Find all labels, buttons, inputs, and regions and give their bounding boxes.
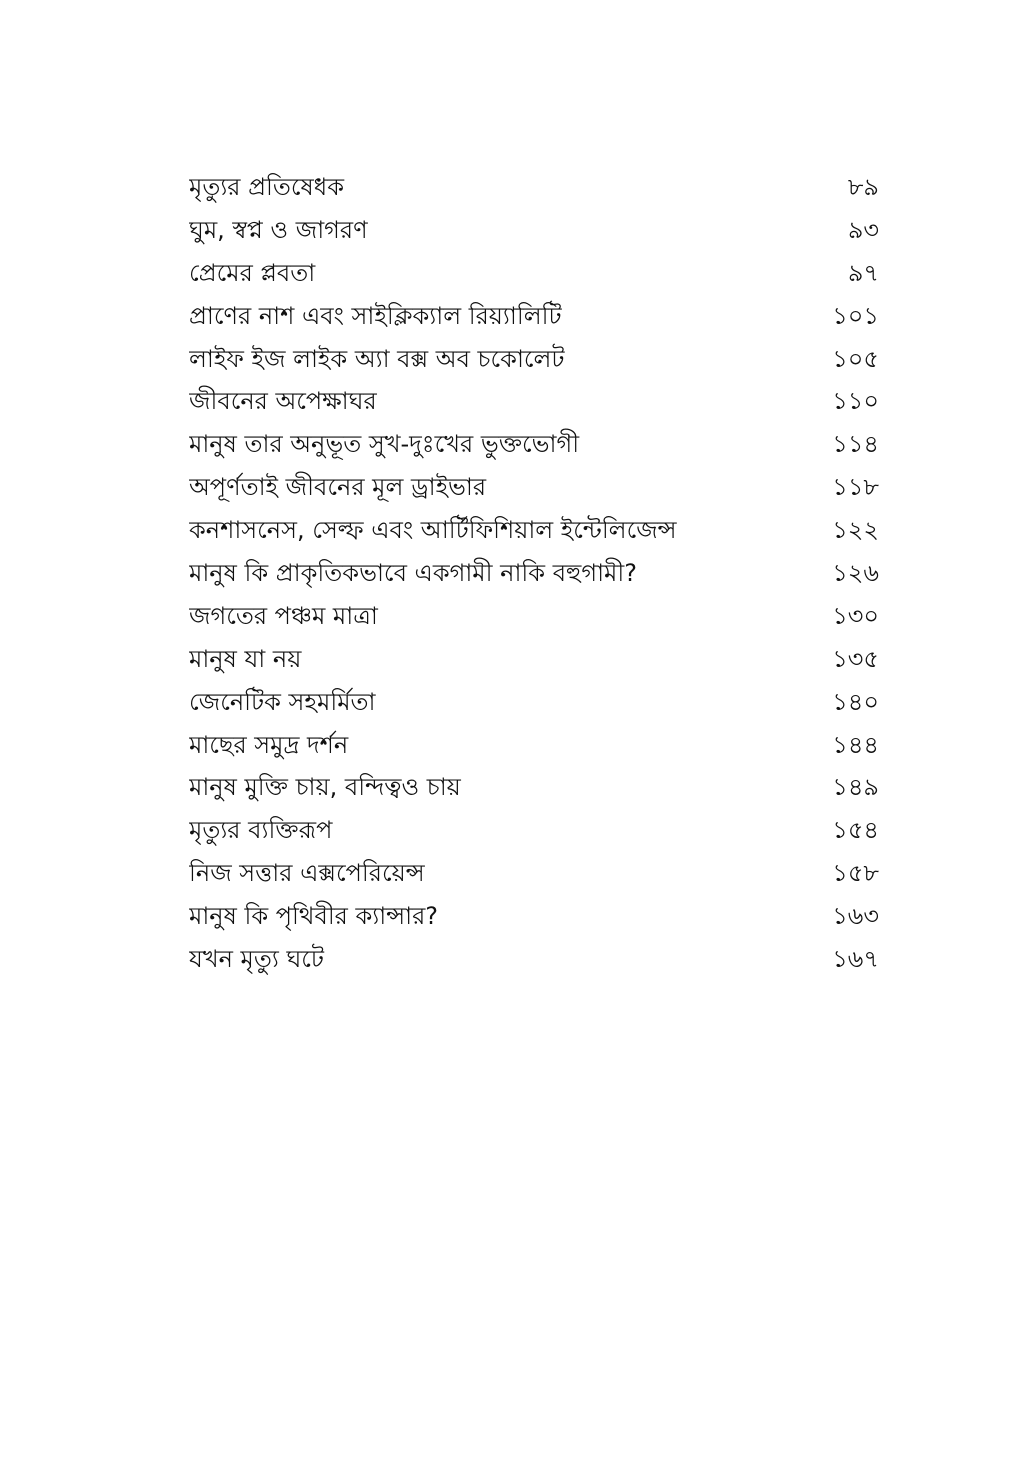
toc-entry-title: মৃত্যুর প্রতিষেধক (189, 173, 345, 201)
toc-entry-page: ৮৯ (847, 173, 879, 201)
toc-entry-title: অপূর্ণতাই জীবনের মূল ড্রাইভার (189, 473, 487, 502)
toc-entry-title: জগতের পঞ্চম মাত্রা (189, 601, 378, 630)
toc-entry-title: যখন মৃত্যু ঘটে (189, 945, 325, 974)
toc-entry-page: ১১৪ (832, 430, 879, 459)
toc-entry-page: ১৩০ (832, 601, 879, 630)
toc-entry-title: প্রাণের নাশ এবং সাইক্লিক্যাল রিয়্যালিটি (189, 301, 562, 330)
toc-entry (189, 209, 879, 252)
toc-entry-title: মানুষ মুক্তি চায়, বন্দিত্বও চায় (189, 773, 461, 802)
toc-entry-title: কনশাসনেস, সেল্ফ এবং আর্টিফিশিয়াল ইন্টেলিজেন্স (189, 516, 677, 545)
toc-entry-page: ১৬৩ (832, 902, 879, 931)
toc-entry-page: ৯৩ (847, 215, 879, 244)
toc-entry-title: মানুষ কি পৃথিবীর ক্যান্সার? (189, 902, 439, 931)
toc-entry (189, 466, 879, 509)
toc-entry-title: নিজ সত্তার এক্সপেরিয়েন্স (189, 859, 425, 888)
toc-entry-page: ১১৮ (832, 473, 879, 502)
toc-entry (189, 938, 879, 981)
toc-entry (189, 724, 879, 767)
toc-entry (189, 895, 879, 938)
toc-entry (189, 338, 879, 381)
toc-entry (189, 766, 879, 809)
toc-entry-page: ১৬৭ (832, 945, 879, 974)
toc-entry (189, 638, 879, 681)
toc-entry (189, 295, 879, 338)
toc-entry-title: প্রেমের প্লবতা (189, 258, 316, 287)
toc-entry-page: ১৫৮ (832, 859, 879, 888)
toc-entry (189, 552, 879, 595)
toc-entry-title: মাছের সমুদ্র দর্শন (189, 730, 349, 759)
table-of-contents (189, 166, 879, 981)
toc-entry-title: মানুষ যা নয় (189, 644, 302, 673)
toc-entry-page: ১৩৫ (832, 644, 879, 673)
toc-entry-title: জেনেটিক সহমর্মিতা (189, 687, 376, 716)
toc-entry (189, 681, 879, 724)
toc-entry-page: ১৪৯ (832, 773, 879, 802)
toc-entry-page: ১০৫ (832, 344, 879, 373)
toc-entry (189, 252, 879, 295)
toc-entry (189, 852, 879, 895)
toc-entry (189, 509, 879, 552)
toc-entry-page: ১২২ (832, 516, 879, 545)
toc-entry (189, 595, 879, 638)
toc-entry (189, 423, 879, 466)
toc-entry-page: ৯৭ (847, 258, 879, 287)
toc-entry-page: ১৪০ (832, 687, 879, 716)
toc-entry-title: ঘুম, স্বপ্ন ও জাগরণ (189, 215, 368, 244)
toc-entry-title: মৃত্যুর ব্যক্তিরূপ (189, 816, 333, 845)
toc-entry (189, 809, 879, 852)
toc-entry-page: ১৫৪ (832, 816, 879, 845)
toc-entry (189, 166, 879, 209)
toc-entry-page: ১৪৪ (832, 730, 879, 759)
toc-entry-page: ১২৬ (832, 559, 879, 588)
toc-entry-page: ১১০ (832, 387, 879, 416)
toc-entry-title: মানুষ তার অনুভূত সুখ-দুঃখের ভুক্তভোগী (189, 430, 580, 459)
toc-entry-page: ১০১ (832, 301, 879, 330)
toc-entry-title: লাইফ ইজ লাইক অ্যা বক্স অব চকোলেট (189, 344, 565, 373)
toc-entry-title: জীবনের অপেক্ষাঘর (189, 387, 377, 416)
toc-entry-title: মানুষ কি প্রাকৃতিকভাবে একগামী নাকি বহুগামী? (189, 559, 637, 588)
toc-entry (189, 380, 879, 423)
